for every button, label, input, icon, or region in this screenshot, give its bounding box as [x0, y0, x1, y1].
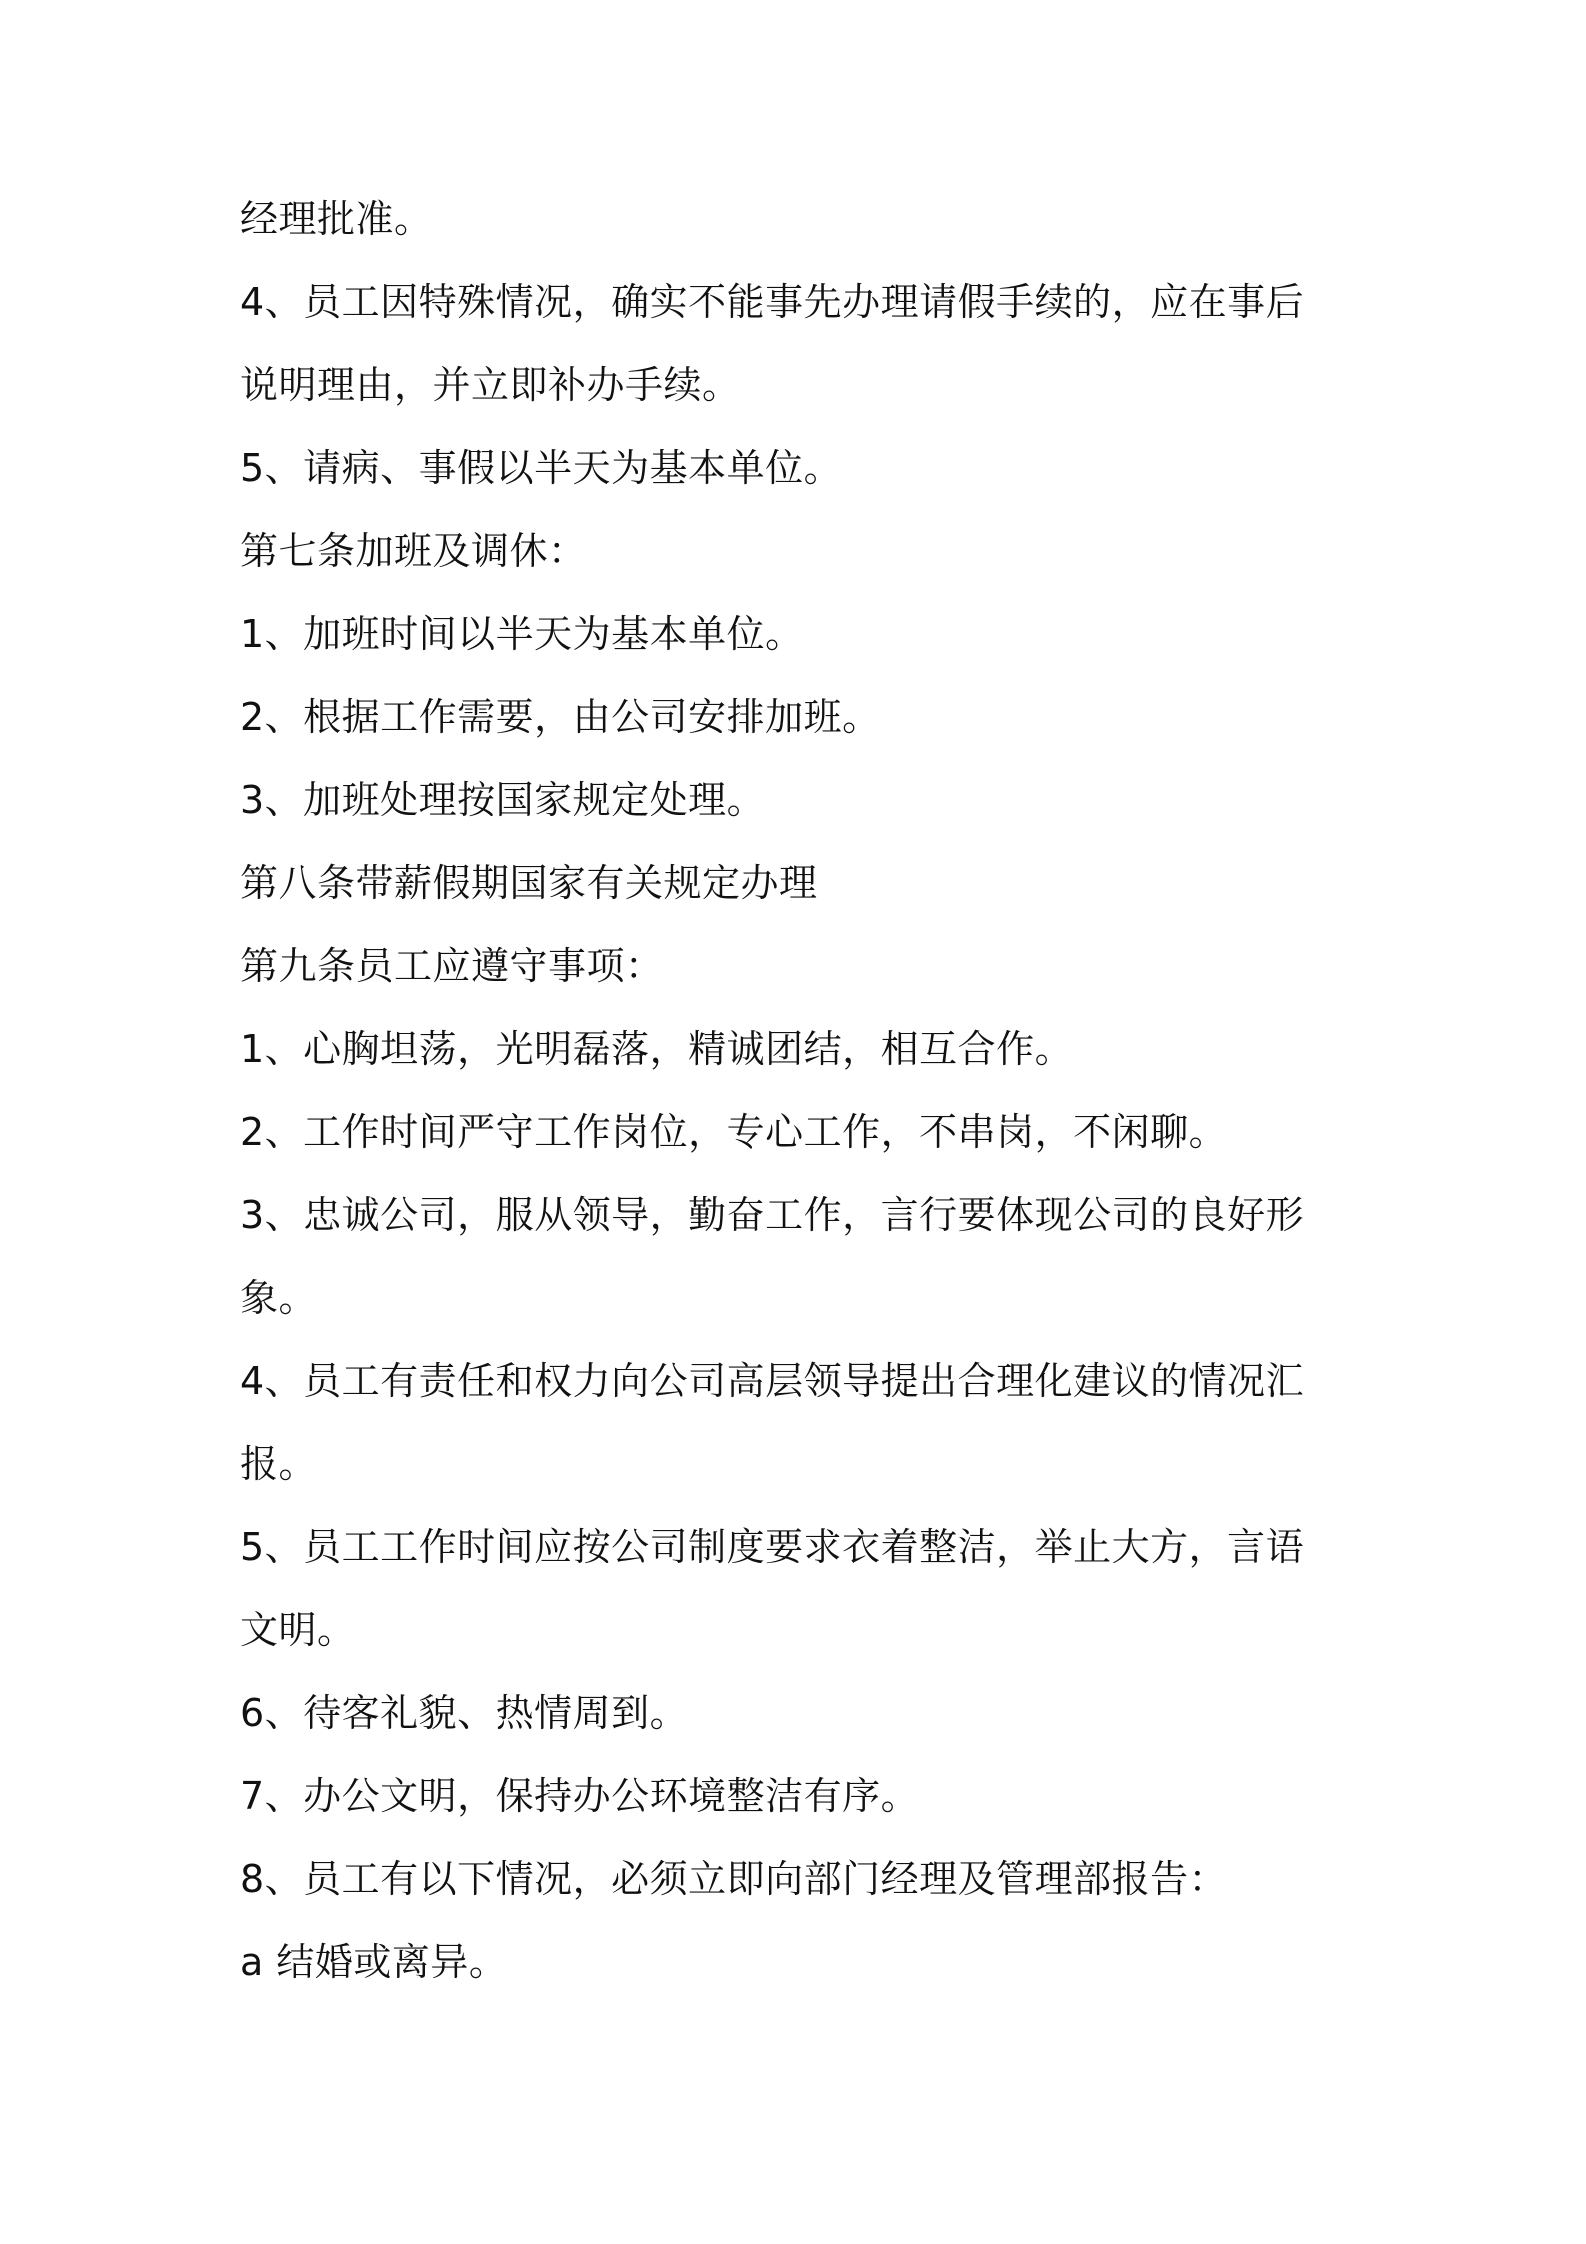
text-line: 5、员工工作时间应按公司制度要求衣着整洁，举止大方，言语 — [240, 1525, 1305, 1569]
section-heading: 第九条员工应遵守事项： — [240, 944, 664, 988]
text-line: 经理批准。 — [240, 197, 433, 241]
section-heading: 第八条带薪假期国家有关规定办理 — [240, 861, 818, 905]
text-line: 3、加班处理按国家规定处理。 — [240, 778, 766, 822]
text-line: a 结婚或离异。 — [240, 1940, 508, 1984]
text-line: 4、员工因特殊情况，确实不能事先办理请假手续的，应在事后 — [240, 280, 1305, 324]
text-line: 2、根据工作需要，由公司安排加班。 — [240, 695, 881, 739]
text-line: 文明。 — [240, 1608, 356, 1652]
section-heading: 第七条加班及调休： — [240, 529, 587, 573]
text-line: 8、员工有以下情况，必须立即向部门经理及管理部报告： — [240, 1857, 1228, 1901]
text-line: 报。 — [240, 1442, 318, 1486]
text-line: 4、员工有责任和权力向公司高层领导提出合理化建议的情况汇 — [240, 1359, 1305, 1403]
document-body — [240, 196, 1360, 2022]
text-line: 3、忠诚公司，服从领导，勤奋工作，言行要体现公司的良好形 — [240, 1193, 1305, 1237]
text-line: 1、心胸坦荡，光明磊落，精诚团结，相互合作。 — [240, 1027, 1074, 1071]
text-line: 2、工作时间严守工作岗位，专心工作，不串岗，不闲聊。 — [240, 1110, 1228, 1154]
text-line: 5、请病、事假以半天为基本单位。 — [240, 446, 843, 490]
text-line: 1、加班时间以半天为基本单位。 — [240, 612, 804, 656]
text-line: 说明理由，并立即补办手续。 — [240, 363, 741, 407]
text-line: 7、办公文明，保持办公环境整洁有序。 — [240, 1774, 920, 1818]
text-line: 象。 — [240, 1276, 318, 1320]
text-line: 6、待客礼貌、热情周到。 — [240, 1691, 689, 1735]
